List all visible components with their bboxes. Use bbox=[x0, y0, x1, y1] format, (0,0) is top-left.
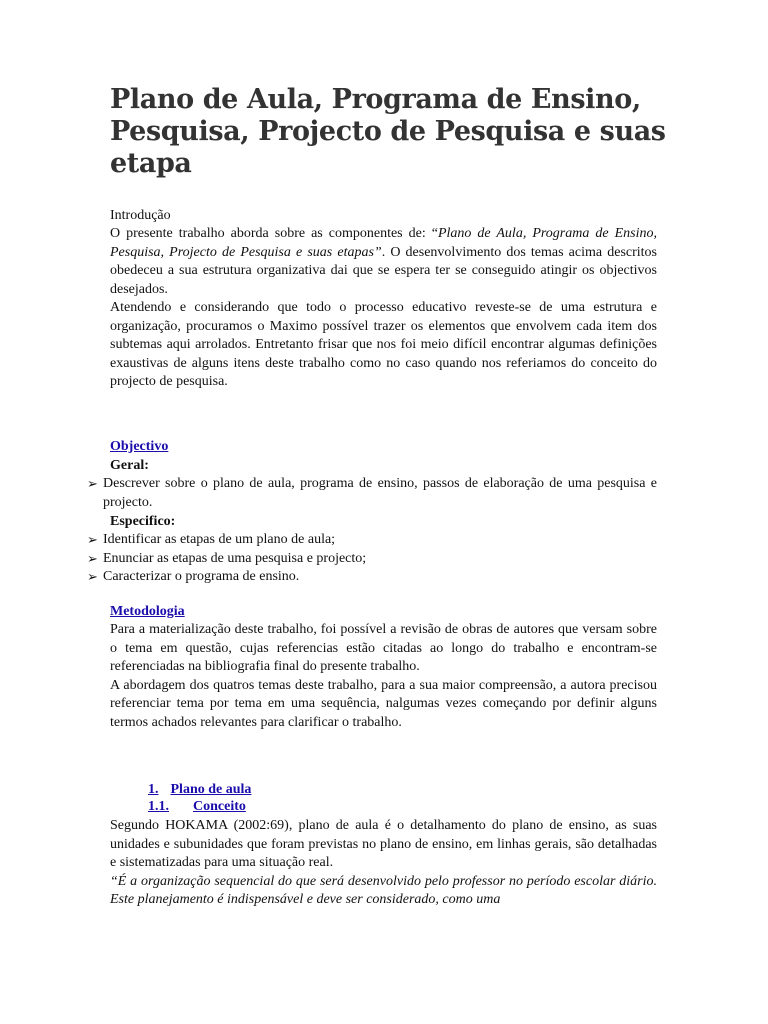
list-item bbox=[87, 531, 657, 550]
intro-p1-text: O presente trabalho aborda sobre as componentes de: “ bbox=[110, 226, 438, 241]
objectivo-geral-list bbox=[87, 475, 657, 512]
section-1-quote-text: “É a organização sequencial do que será desenvolvido pelo professor no período escolar diário. Este planejamento é indispensável e deve ser considerado, como uma bbox=[110, 873, 657, 907]
list-item-text: Descrever sobre o plano de aula, programa de ensino, passos de elaboração de uma pesquisa e projecto. bbox=[103, 476, 657, 510]
list-item bbox=[87, 475, 657, 512]
document-title: Plano de Aula, Programa de Ensino, Pesquisa, Projecto de Pesquisa e suas etapa bbox=[110, 84, 666, 179]
arrow-bullet-icon: ➢ bbox=[87, 532, 98, 547]
arrow-bullet-icon: ➢ bbox=[87, 550, 98, 566]
metodologia-section bbox=[110, 603, 657, 732]
intro-paragraph-2: Atendendo e considerando que todo o processo educativo reveste-se de uma estrutura e organização, procuramos o Maximo possível trazer os elementos que envolvem cada item dos subtemas aqui arrolados. Entretanto frisar que nos foi meio difícil encontrar algumas definições exaustivas de alguns itens deste trabalho como no caso quando nos referiamos do conceito do projecto de pesquisa. bbox=[110, 300, 657, 389]
section-1-1-title-link[interactable]: Conceito bbox=[193, 799, 246, 814]
objectivo-geral-label: Geral: bbox=[110, 458, 149, 473]
section-1-body bbox=[110, 817, 657, 910]
intro-p1-italic: Plano de Aula, Programa de Ensino, Pesquisa, Projecto de Pesquisa e suas etapas” bbox=[110, 226, 657, 260]
arrow-bullet-icon: ➢ bbox=[87, 569, 98, 584]
objectivo-especifico-label: Especifico: bbox=[110, 514, 176, 529]
metodologia-heading-link[interactable]: Metodologia bbox=[110, 604, 185, 619]
intro-p1-text-end: . O desenvolvimento dos temas acima descritos obedeceu a sua estrutura organizativa dai que se espera ter se conseguido atingir os objectivos desejados. bbox=[110, 244, 657, 297]
list-item-text: Enunciar as etapas de uma pesquisa e projecto; bbox=[103, 550, 367, 566]
list-item bbox=[87, 550, 657, 569]
intro-paragraph-1 bbox=[110, 225, 657, 299]
intro-section bbox=[110, 207, 657, 392]
intro-heading: Introdução bbox=[110, 208, 171, 223]
section-1-paragraph: Segundo HOKAMA (2002:69), plano de aula é o detalhamento do plano de ensino, as suas unidades e subunidades que foram previstas no plano de ensino, em linhas gerais, são detalhadas e sistematizadas para uma situação real. bbox=[110, 818, 657, 870]
section-1-1-number[interactable]: 1.1. bbox=[148, 799, 169, 814]
section-1-1-heading[interactable] bbox=[148, 798, 246, 816]
section-1-title-link[interactable]: Plano de aula bbox=[170, 782, 252, 797]
section-1-heading[interactable] bbox=[148, 781, 251, 799]
metodologia-paragraph-1: Para a materialização deste trabalho, foi possível a revisão de obras de autores que versam sobre o tema em questão, cujas referencias estão citadas ao longo do trabalho e encontram-se referenciadas na bibliografia final do presente trabalho. bbox=[110, 622, 657, 674]
arrow-bullet-icon: ➢ bbox=[87, 476, 98, 491]
section-1-quote bbox=[110, 873, 657, 910]
list-item-text: Identificar as etapas de um plano de aula; bbox=[103, 532, 336, 547]
objectivo-heading-link[interactable]: Objectivo bbox=[110, 439, 169, 454]
metodologia-paragraph-2: A abordagem dos quatros temas deste trabalho, para a sua maior compreensão, a autora precisou referenciar tema por tema em uma sequência, nalgumas vezes começando por definir alguns termos achados relevantes para clarificar o trabalho. bbox=[110, 677, 657, 730]
list-item bbox=[87, 568, 657, 587]
objectivo-especifico-list bbox=[87, 531, 657, 587]
objectivo-section bbox=[110, 438, 657, 457]
list-item-text: Caracterizar o programa de ensino. bbox=[103, 569, 300, 584]
section-1-number[interactable]: 1. bbox=[148, 782, 159, 797]
